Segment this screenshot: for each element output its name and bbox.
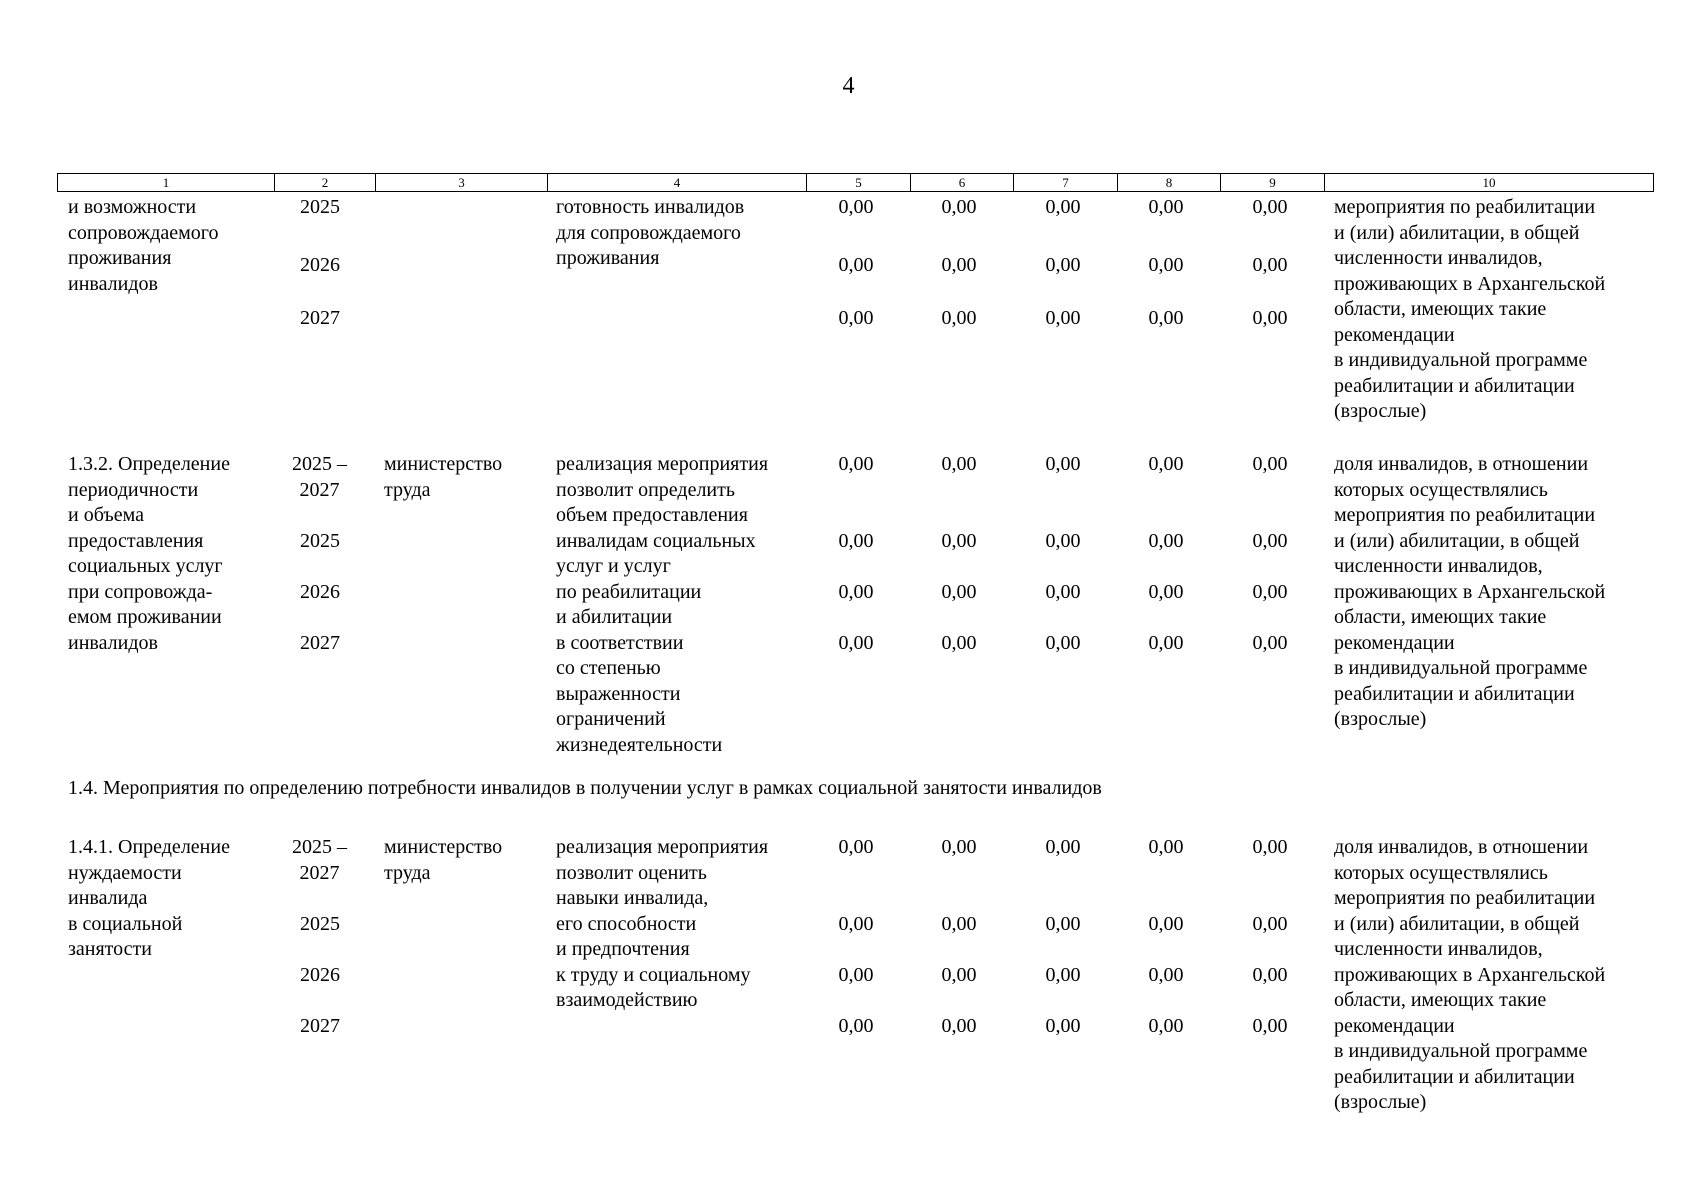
funding-value: 0,00 [1148,254,1184,276]
funding-value: 0,00 [1045,913,1081,935]
funding-value: 0,00 [941,913,977,935]
funding-value: 0,00 [1045,453,1081,475]
period: 2025 – 2027 [292,453,347,501]
funding-value: 0,00 [1252,254,1288,276]
funding-value: 0,00 [1045,632,1081,654]
year-label: 2027 [300,1015,340,1037]
funding-value: 0,00 [838,632,874,654]
funding-value: 0,00 [1045,964,1081,986]
funding-value: 0,00 [1148,632,1184,654]
column-number-8: 8 [1117,174,1220,191]
funding-value: 0,00 [941,964,977,986]
funding-value: 0,00 [838,196,874,218]
funding-value: 0,00 [1045,196,1081,218]
funding-value: 0,00 [1148,196,1184,218]
funding-value: 0,00 [941,307,977,329]
funding-value: 0,00 [1252,453,1288,475]
funding-value: 0,00 [1252,530,1288,552]
funding-value: 0,00 [1045,581,1081,603]
column-number-5: 5 [806,174,910,191]
funding-value: 0,00 [1252,913,1288,935]
year-label: 2025 [300,913,340,935]
expected-result: реализация мероприятия позволит определить объем предоставления инвалидам социальных услуг и услуг по реабилитации и абилитации в соответствии со степенью выраженности ограничений жизнедеятельности [556,453,769,756]
funding-value: 0,00 [838,307,874,329]
funding-value: 0,00 [1252,196,1288,218]
funding-value: 0,00 [1148,1015,1184,1037]
column-number-1: 1 [162,175,170,190]
column-number-6: 6 [910,174,1013,191]
section-heading: 1.4. Мероприятия по определению потребности инвалидов в получении услуг в рамках социальной занятости инвалидов [68,777,1102,799]
funding-value: 0,00 [1252,836,1288,858]
executor: министерство труда [384,453,503,501]
target-indicator: доля инвалидов, в отношении которых осуществлялись мероприятия по реабилитации и (или) абилитации, в общей численности инвалидов, проживающих в Архангельской области, имеющих такие рекомендации в индивидуальной программе реабилитации и абилитации (взрослые) [1334,836,1606,1113]
year-label: 2025 [300,196,340,218]
funding-value: 0,00 [1045,1015,1081,1037]
funding-value: 0,00 [838,453,874,475]
funding-value: 0,00 [838,964,874,986]
year-label: 2026 [300,581,340,603]
funding-value: 0,00 [1045,836,1081,858]
funding-value: 0,00 [1148,453,1184,475]
column-number-9: 9 [1220,174,1324,191]
funding-value: 0,00 [1252,581,1288,603]
year-label: 2027 [300,307,340,329]
table-column-numbers-header [57,173,1654,192]
funding-value: 0,00 [1045,254,1081,276]
page-number: 4 [842,73,855,99]
funding-value: 0,00 [1252,632,1288,654]
target-indicator: доля инвалидов, в отношении которых осуществлялись мероприятия по реабилитации и (или) абилитации, в общей численности инвалидов, проживающих в Архангельской области, имеющих такие рекомендации в индивидуальной программе реабилитации и абилитации (взрослые) [1334,453,1606,730]
executor: министерство труда [384,836,503,884]
funding-value: 0,00 [838,254,874,276]
period: 2025 – 2027 [292,836,347,884]
year-label: 2026 [300,254,340,276]
funding-value: 0,00 [838,836,874,858]
funding-value: 0,00 [1252,1015,1288,1037]
expected-result: реализация мероприятия позволит оценить навыки инвалида, его способности и предпочтения к труду и социальному взаимодействию [556,836,769,1011]
activity-name: и возможности сопровождаемого проживания инвалидов [68,196,219,295]
funding-value: 0,00 [1045,530,1081,552]
funding-value: 0,00 [1148,836,1184,858]
funding-value: 0,00 [941,836,977,858]
column-number-7: 7 [1013,174,1117,191]
funding-value: 0,00 [941,453,977,475]
column-number-10: 10 [1324,174,1653,191]
funding-value: 0,00 [1148,913,1184,935]
funding-value: 0,00 [1045,307,1081,329]
funding-value: 0,00 [941,581,977,603]
funding-value: 0,00 [1252,307,1288,329]
column-number-3: 3 [375,174,547,191]
year-label: 2026 [300,964,340,986]
funding-value: 0,00 [941,1015,977,1037]
column-number-2: 2 [274,174,375,191]
target-indicator: мероприятия по реабилитации и (или) абилитации, в общей численности инвалидов, проживающих в Архангельской области, имеющих такие рекомендации в индивидуальной программе реабилитации и абилитации (взрослые) [1334,196,1606,422]
funding-value: 0,00 [1148,964,1184,986]
funding-value: 0,00 [1148,581,1184,603]
funding-value: 0,00 [838,913,874,935]
funding-value: 0,00 [941,196,977,218]
year-label: 2027 [300,632,340,654]
column-number-4: 4 [547,174,806,191]
expected-result: готовность инвалидов для сопровождаемого проживания [556,196,745,269]
funding-value: 0,00 [941,254,977,276]
year-label: 2025 [300,530,340,552]
funding-value: 0,00 [838,530,874,552]
activity-name: 1.3.2. Определение периодичности и объема предоставления социальных услуг при сопровожда- емом проживании инвалидов [68,453,230,654]
funding-value: 0,00 [838,1015,874,1037]
activity-name: 1.4.1. Определение нуждаемости инвалида в социальной занятости [68,836,230,960]
funding-value: 0,00 [1148,530,1184,552]
funding-value: 0,00 [1148,307,1184,329]
funding-value: 0,00 [941,632,977,654]
funding-value: 0,00 [838,581,874,603]
funding-value: 0,00 [1252,964,1288,986]
funding-value: 0,00 [941,530,977,552]
